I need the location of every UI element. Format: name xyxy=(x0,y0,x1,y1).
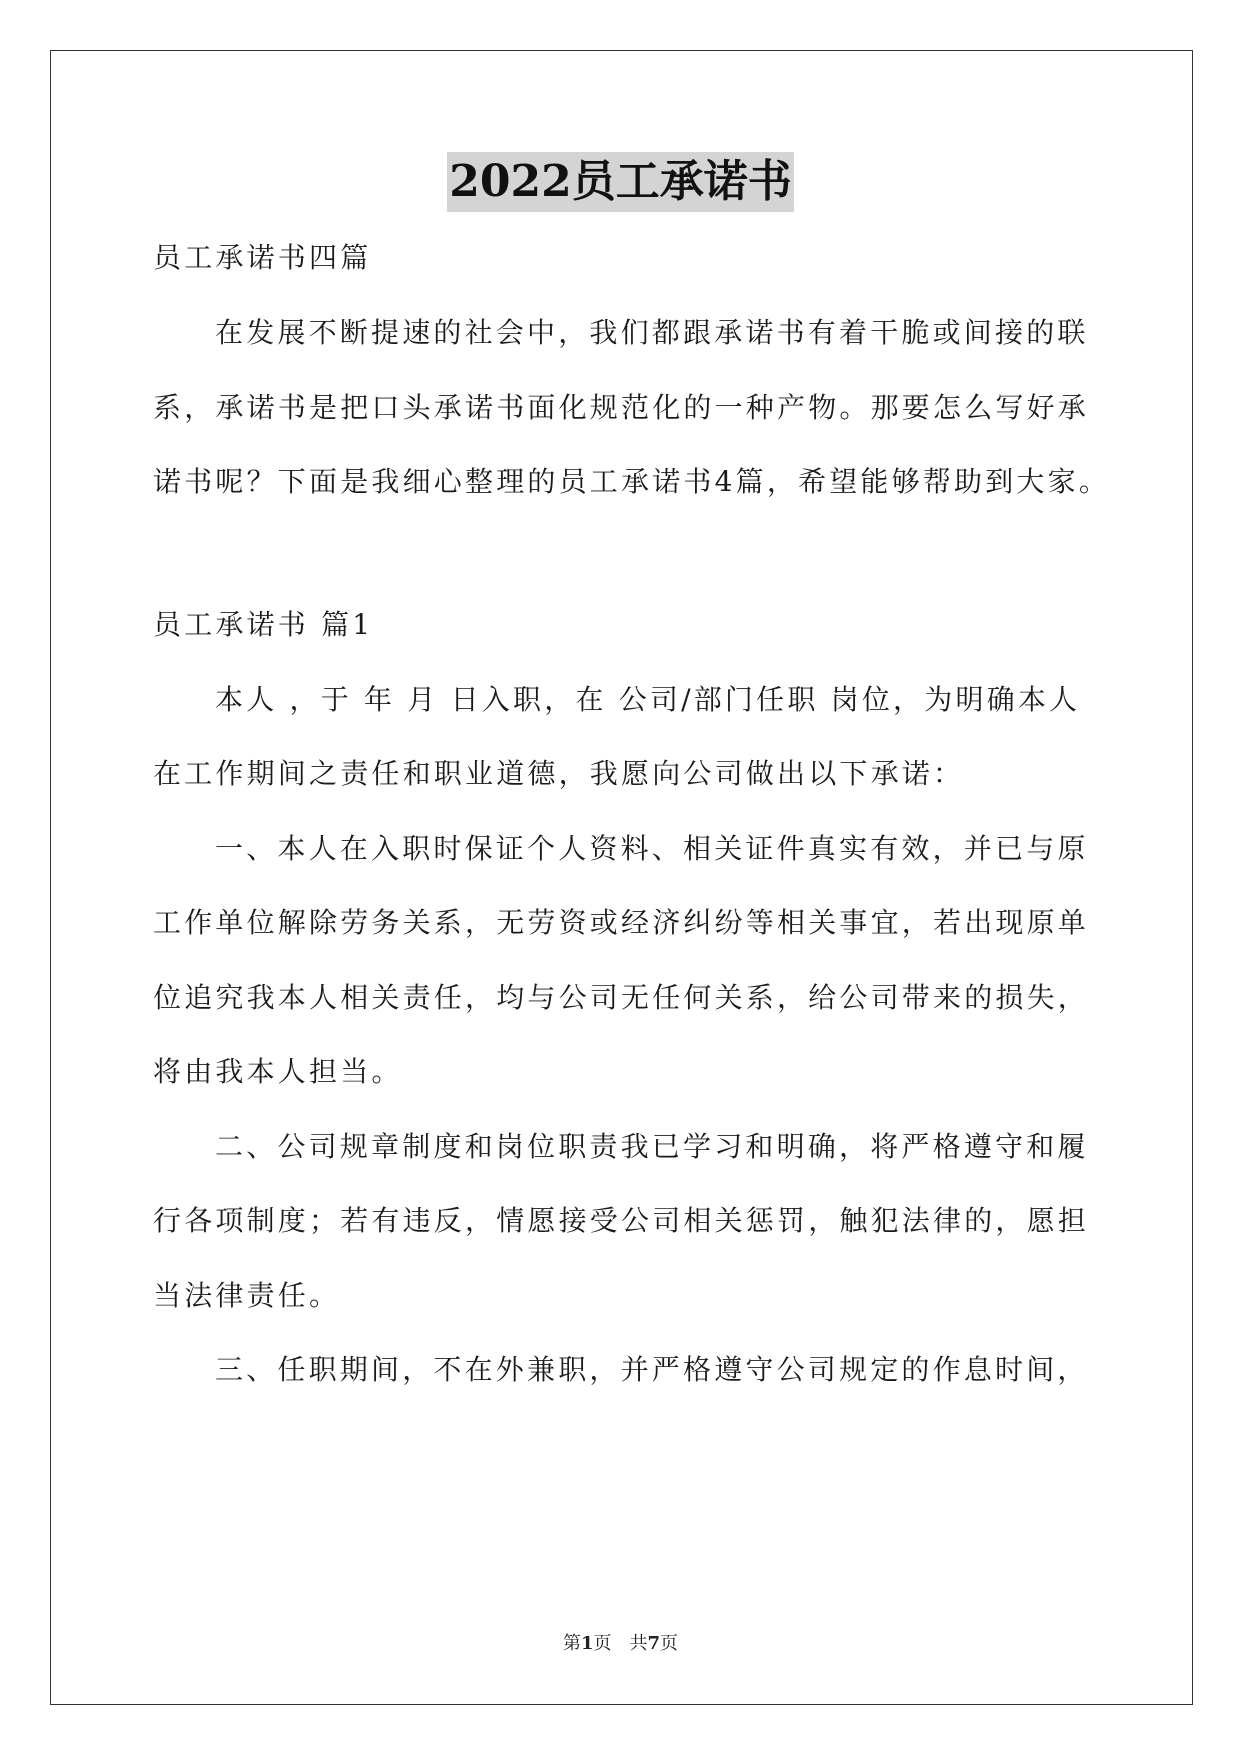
text-line: 当法律责任。 xyxy=(153,1279,341,1312)
footer-mid: 页 共 xyxy=(593,1633,648,1654)
footer-suffix: 页 xyxy=(660,1633,679,1654)
text-line: 一、本人在入职时保证个人资料、相关证件真实有效，并已与原 xyxy=(215,832,1089,865)
text-line: 二、公司规章制度和岗位职责我已学习和明确，将严格遵守和履 xyxy=(215,1130,1089,1163)
text-line: 行各项制度；若有违反，情愿接受公司相关惩罚，触犯法律的，愿担 xyxy=(153,1204,1090,1237)
footer-total-pages: 7 xyxy=(647,1633,661,1654)
document-title: 2022员工承诺书 xyxy=(447,152,793,212)
text-line: 三、任职期间，不在外兼职，并严格遵守公司规定的作息时间， xyxy=(215,1353,1089,1386)
title-container xyxy=(0,152,1241,212)
text-line: 系，承诺书是把口头承诺书面化规范化的一种产物。那要怎么写好承 xyxy=(153,391,1090,424)
page-footer xyxy=(0,1632,1241,1656)
text-line: 在工作期间之责任和职业道德，我愿向公司做出以下承诺： xyxy=(153,757,965,790)
text-line: 本人 ，于 年 月 日入职，在 公司/部门任职 岗位，为明确本人 xyxy=(215,683,1081,716)
footer-prefix: 第 xyxy=(562,1633,581,1654)
text-line: 位追究我本人相关责任，均与公司无任何关系，给公司带来的损失， xyxy=(153,981,1090,1014)
text-line: 工作单位解除劳务关系，无劳资或经济纠纷等相关事宜，若出现原单 xyxy=(153,906,1090,939)
text-line: 诺书呢？下面是我细心整理的员工承诺书4篇，希望能够帮助到大家。 xyxy=(153,465,1111,498)
subtitle-line: 员工承诺书四篇 xyxy=(153,241,372,274)
text-line: 将由我本人担当。 xyxy=(153,1055,403,1088)
page-border xyxy=(50,50,1193,1705)
footer-current-page: 1 xyxy=(580,1633,594,1654)
section-heading: 员工承诺书 篇1 xyxy=(153,608,374,641)
text-line: 在发展不断提速的社会中，我们都跟承诺书有着干脆或间接的联 xyxy=(215,316,1089,349)
